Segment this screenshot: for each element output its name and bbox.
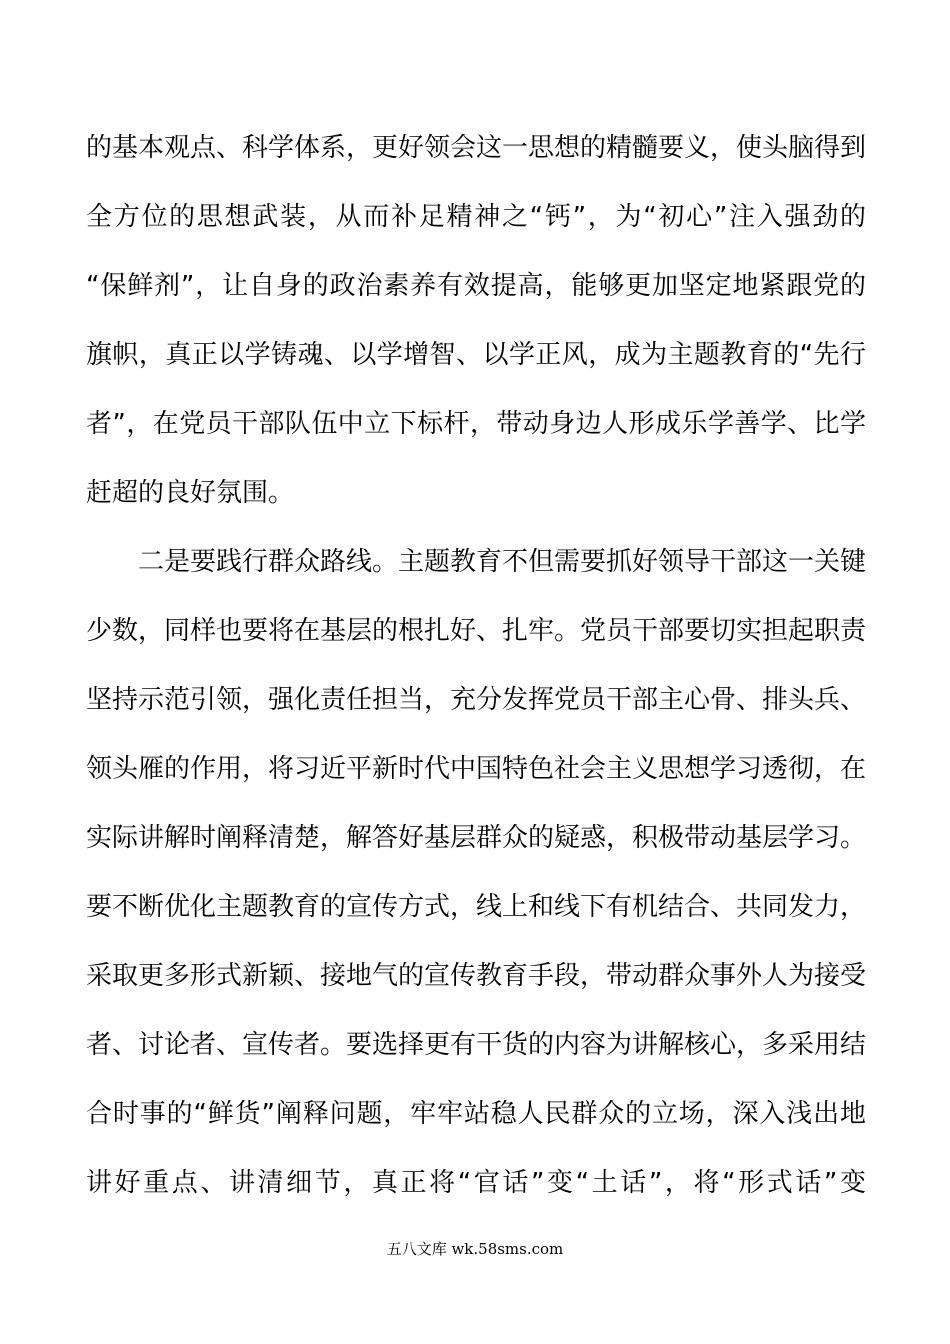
paragraph-first-line: 二是要践行群众路线。主题教育不但需要抓好领导干部这一关键: [138, 547, 867, 577]
text-line: 实际讲解时阐释清楚，解答好基层群众的疑惑，积极带动基层学习。: [86, 823, 867, 853]
text-line: 者、讨论者、宣传者。要选择更有干货的内容为讲解核心，多采用结: [86, 1030, 867, 1060]
text-line: 的基本观点、科学体系，更好领会这一思想的精髓要义，使头脑得到: [86, 133, 867, 163]
text-line: 采取更多形式新颖、接地气的宣传教育手段，带动群众事外人为接受: [86, 961, 867, 991]
text-line: 旗帜，真正以学铸魂、以学增智、以学正风，成为主题教育的“先行: [86, 340, 866, 370]
text-line: 要不断优化主题教育的宣传方式，线上和线下有机结合、共同发力，: [86, 892, 867, 922]
text-line: 全方位的思想武装，从而补足精神之“钙”，为“初心”注入强劲的: [86, 202, 866, 232]
text-line: 赶超的良好氛围。: [86, 478, 295, 508]
text-line: 合时事的“鲜货”阐释问题，牢牢站稳人民群众的立场，深入浅出地: [86, 1099, 866, 1129]
text-line: 少数，同样也要将在基层的根扎好、扎牢。党员干部要切实担起职责: [86, 616, 867, 646]
text-line: 讲好重点、讲清细节，真正将“官话”变“土话”，将“形式话”变: [86, 1168, 866, 1198]
text-line: 领头雁的作用，将习近平新时代中国特色社会主义思想学习透彻，在: [86, 754, 867, 784]
page-footer: 五八文库 wk.58sms.com: [386, 1240, 564, 1258]
text-line: 坚持示范引领，强化责任担当，充分发挥党员干部主心骨、排头兵、: [86, 685, 867, 715]
text-line: 者”，在党员干部队伍中立下标杆，带动身边人形成乐学善学、比学: [86, 409, 866, 439]
text-line: “保鲜剂”，让自身的政治素养有效提高，能够更加坚定地紧跟党的: [86, 271, 866, 301]
